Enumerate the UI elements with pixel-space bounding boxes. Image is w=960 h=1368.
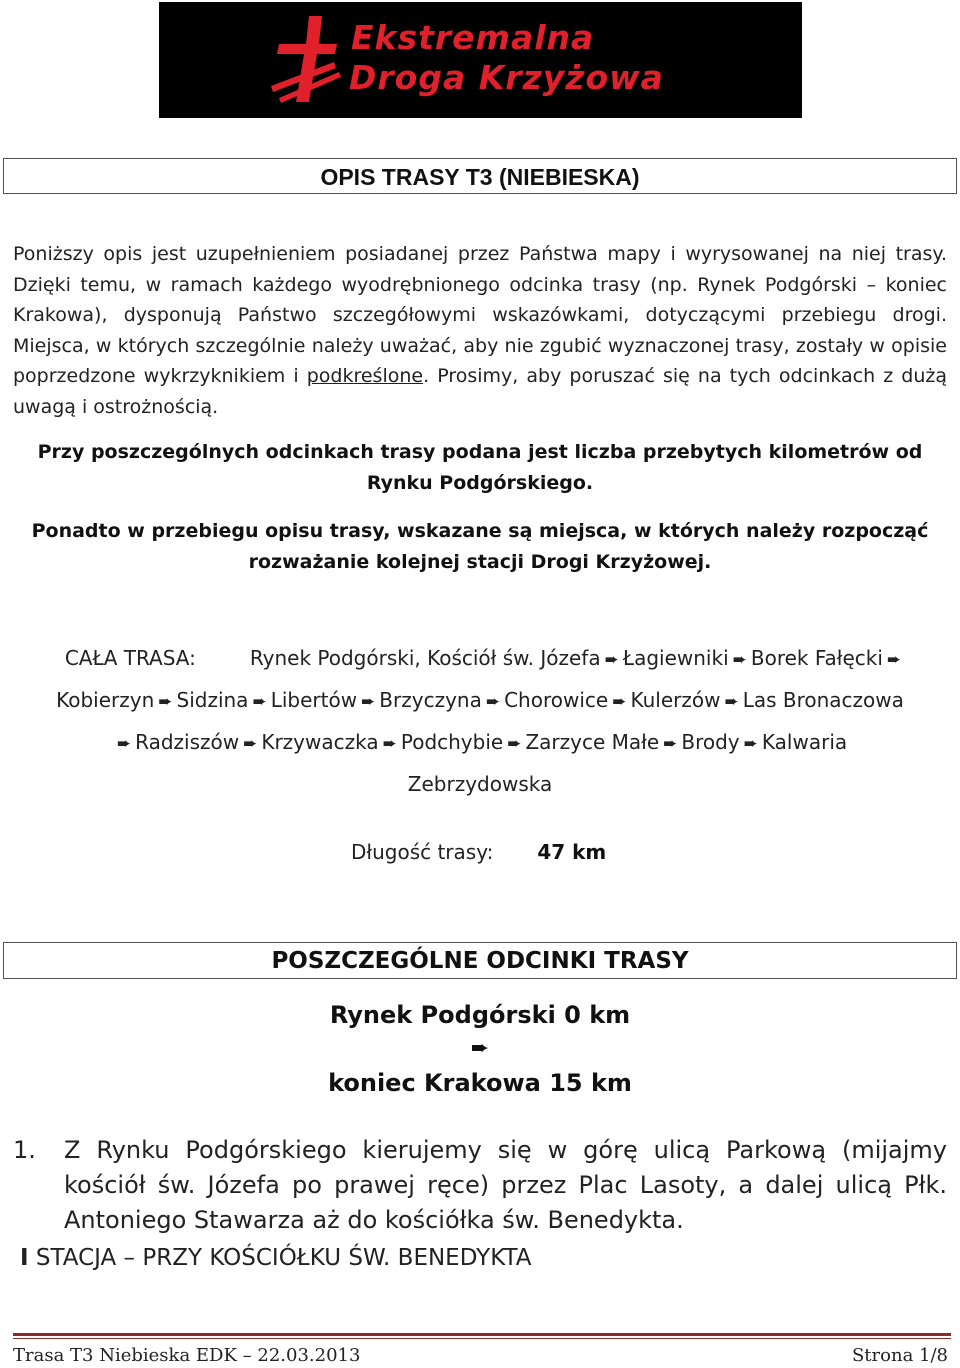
- intro-text-after: . Prosimy, aby poruszać się na tych odcinkach z dużą uwagą i ostrożnością.: [13, 365, 947, 418]
- intro-paragraph: [13, 239, 947, 422]
- route-stop: Kulerzów: [630, 688, 721, 712]
- arrow-icon: ➨: [485, 692, 501, 712]
- route-stop: Rynek Podgórski, Kościół św. Józefa: [249, 646, 601, 670]
- arrow-icon: ➨: [732, 650, 747, 670]
- arrow-icon: ➨: [116, 734, 132, 754]
- route-stop: Borek Fałęcki: [750, 646, 883, 670]
- route-stop: Zebrzydowska: [407, 772, 553, 796]
- logo-line2: Droga Krzyżowa: [349, 58, 664, 97]
- route-stop: Brody: [681, 730, 740, 754]
- route-stop: Krzywaczka: [261, 730, 379, 754]
- segment-to: koniec Krakowa 15 km: [328, 1069, 632, 1097]
- step-number: 1.: [13, 1136, 36, 1164]
- arrow-icon: ➨: [724, 692, 739, 712]
- arrow-icon: ➨: [604, 650, 619, 670]
- arrow-icon: ➨: [507, 734, 522, 754]
- arrow-icon: ➨: [886, 650, 902, 670]
- intro-text-before: Poniższy opis jest uzupełnieniem posiadanej przez Państwa mapy i wyrysowanej na niej trasy. Dzięki temu, w ramach każdego wyodrębnionego odcinka trasy (np. Rynek Podgórski – koniec Krakowa), dysponują Państwo szczegółowymi wskazówkami, dotyczącymi przebiegu drogi. Miejsca, w których szczególnie należy uważać, aby nie zgubić wyznaczonej trasy, zostały w opisie poprzedzone wykrzyknikiem i: [13, 243, 947, 387]
- footer-divider: [13, 1333, 951, 1336]
- segment-from: Rynek Podgórski 0 km: [329, 1001, 631, 1029]
- length-label: Długość trasy:: [351, 840, 494, 864]
- route-line3: [13, 722, 947, 764]
- arrow-icon: ➨: [663, 734, 678, 754]
- route-stop: Radziszów: [135, 730, 240, 754]
- arrow-icon: ➨: [470, 1036, 490, 1061]
- route-list: [13, 638, 947, 804]
- route-stop: Libertów: [270, 688, 358, 712]
- route-stop: Brzyczyna: [379, 688, 482, 712]
- arrow-icon: ➨: [612, 692, 627, 712]
- route-stop: Zarzyce Małe: [525, 730, 660, 754]
- route-stop: Kobierzyn: [56, 688, 155, 712]
- route-stop: Las Bronaczowa: [742, 688, 904, 712]
- section-title: POSZCZEGÓLNE ODCINKI TRASY: [3, 942, 957, 979]
- step-item: [13, 1133, 947, 1238]
- route-stop: Kalwaria: [761, 730, 848, 754]
- arrow-icon: ➨: [361, 692, 376, 712]
- route-length: [351, 836, 606, 868]
- station-number: I: [20, 1245, 29, 1271]
- arrow-icon: ➨: [158, 692, 173, 712]
- page-title: OPIS TRASY T3 (NIEBIESKA): [3, 158, 957, 194]
- bold-paragraph-km: Przy poszczególnych odcinkach trasy podana jest liczba przebytych kilometrów od Rynku Podgórskiego.: [37, 441, 923, 494]
- bold-paragraph-stations: Ponadto w przebiegu opisu trasy, wskazane są miejsca, w których należy rozpocząć rozważanie kolejnej stacji Drogi Krzyżowej.: [31, 520, 929, 573]
- arrow-icon: ➨: [243, 734, 258, 754]
- footer-document-title: Trasa T3 Niebieska EDK – 22.03.2013: [13, 1345, 361, 1366]
- logo-line1: Ekstremalna: [351, 18, 595, 57]
- arrow-icon: ➨: [382, 734, 397, 754]
- length-value: 47 km: [537, 840, 607, 864]
- step-text: Z Rynku Podgórskiego kierujemy się w górę ulicą Parkową (mijajmy kościół św. Józefa po prawej ręce) przez Plac Lasoty, a dalej ulicą Płk. Antoniego Stawarza aż do kościółka św. Benedykta.: [64, 1136, 947, 1234]
- arrow-icon: ➨: [252, 692, 267, 712]
- route-stop: Podchybie: [400, 730, 504, 754]
- route-line4: [13, 764, 947, 804]
- route-stop: Łagiewniki: [622, 646, 729, 670]
- footer-divider-thin: [13, 1338, 951, 1339]
- route-stop: Sidzina: [176, 688, 249, 712]
- route-stop: Chorowice: [504, 688, 609, 712]
- arrow-icon: ➨: [743, 734, 758, 754]
- intro-underlined: podkreślone: [306, 365, 424, 387]
- station-heading: [20, 1242, 532, 1274]
- route-line2: [13, 680, 947, 722]
- footer-page-number: Strona 1/8: [851, 1345, 948, 1366]
- route-label: CAŁA TRASA:: [64, 646, 196, 670]
- station-text: STACJA – PRZY KOŚCIÓŁKU ŚW. BENEDYKTA: [35, 1245, 532, 1271]
- route-line1: [13, 638, 947, 680]
- logo: [159, 2, 802, 118]
